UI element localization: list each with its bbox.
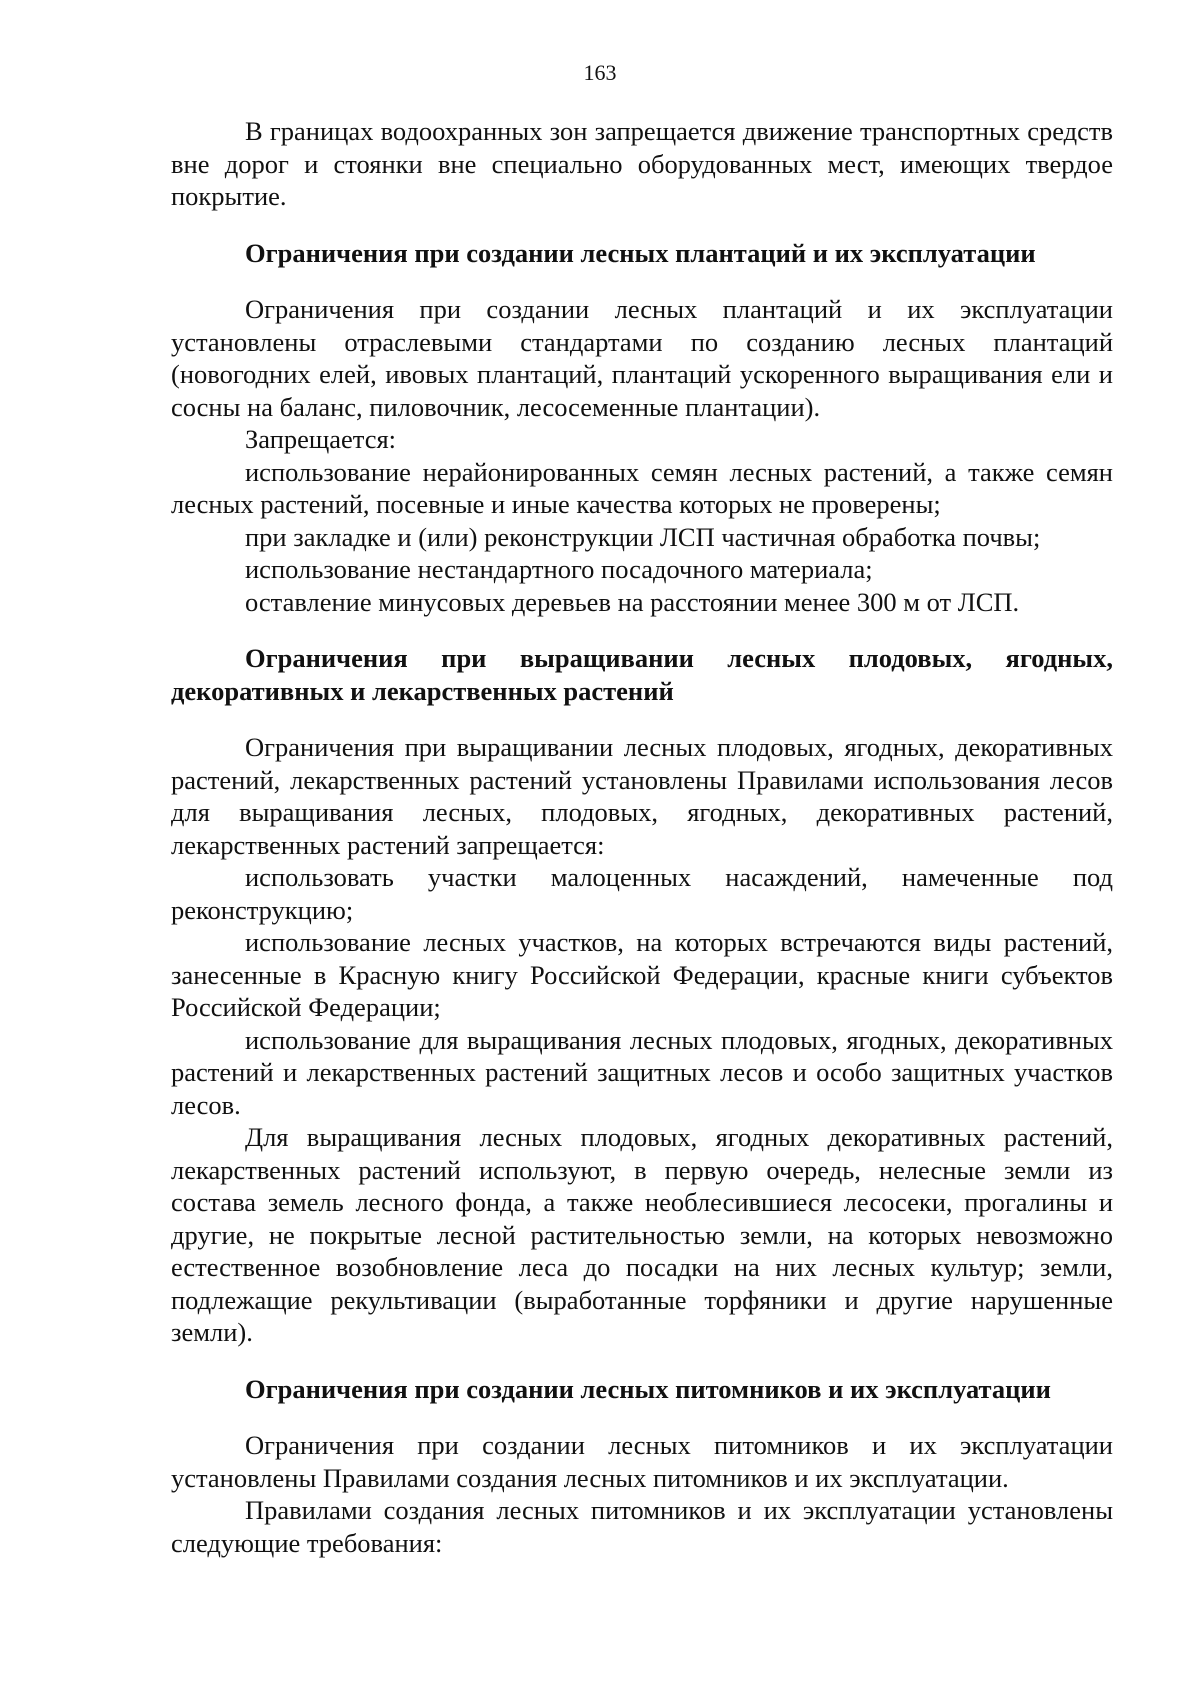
page-number: 163 xyxy=(583,60,617,85)
list-item-minus-trees-distance: оставление минусовых деревьев на расстоянии менее 300 м от ЛСП. xyxy=(245,586,1020,617)
paragraph-nursery-rules: Ограничения при создании лесных питомников и их эксплуатации установлены Правилами создания лесных питомников и их эксплуатации. xyxy=(171,1430,1113,1493)
paragraph-prohibited-label: Запрещается: xyxy=(245,424,397,454)
paragraph-nursery-requirements: Правилами создания лесных питомников и их эксплуатации установлены следующие требования: xyxy=(171,1495,1113,1558)
document-body xyxy=(171,115,1113,1559)
heading-forest-nurseries: Ограничения при создании лесных питомников и их эксплуатации xyxy=(245,1373,1051,1404)
heading-forest-plantations: Ограничения при создании лесных плантаций и их эксплуатации xyxy=(245,237,1036,268)
heading-fruit-berry-medicinal-plants: Ограничения при выращивании лесных плодовых, ягодных, декоративных и лекарственных растений xyxy=(171,643,1113,706)
list-item-nonstandard-planting-material: использование нестандартного посадочного материала; xyxy=(245,554,873,584)
list-item-partial-soil-treatment: при закладке и (или) реконструкции ЛСП частичная обработка почвы; xyxy=(245,521,1041,552)
paragraph-water-protection-zones: В границах водоохранных зон запрещается движение транспортных средств вне дорог и стоянки вне специально оборудованных мест, имеющих твердое покрытие. xyxy=(171,116,1113,211)
paragraph-cultivation-rules: Ограничения при выращивании лесных плодовых, ягодных, декоративных растений, лекарственных растений установлены Правилами использования лесов для выращивания лесных, плодовых, ягодных, декоративных растений, лекарственных растений запрещается: xyxy=(171,732,1113,860)
paragraph-plantation-standards: Ограничения при создании лесных плантаций и их эксплуатации установлены отраслевыми стандартами по созданию лесных плантаций (новогодних елей, ивовых плантаций, плантаций ускоренного выращивания ели и сосны на баланс, пиловочник, лесосеменные плантации). xyxy=(171,294,1113,422)
list-item-protective-forests: использование для выращивания лесных плодовых, ягодных, декоративных растений и лекарственных растений защитных лесов и особо защитных участков лесов. xyxy=(171,1024,1113,1120)
list-item-red-book-species: использование лесных участков, на которых встречаются виды растений, занесенные в Красную книгу Российской Федерации, красные книги субъектов Российской Федерации; xyxy=(171,927,1113,1022)
paragraph-non-forest-lands: Для выращивания лесных плодовых, ягодных декоративных растений, лекарственных растений используют, в первую очередь, нелесные земли из состава земель лесного фонда, а также необлесившиеся лесосеки, прогалины и другие, не покрытые лесной растительностью земли, на которых невозможно естественное возобновление леса до посадки на них лесных культур; земли, подлежащие рекультивации (выработанные торфяники и другие нарушенные земли). xyxy=(171,1122,1113,1347)
list-item-low-value-stands: использовать участки малоценных насаждений, намеченные под реконструкцию; xyxy=(171,862,1113,925)
list-item-unzoned-seeds: использование нерайонированных семян лесных растений, а также семян лесных растений, посевные и иные качества которых не проверены; xyxy=(171,456,1113,519)
